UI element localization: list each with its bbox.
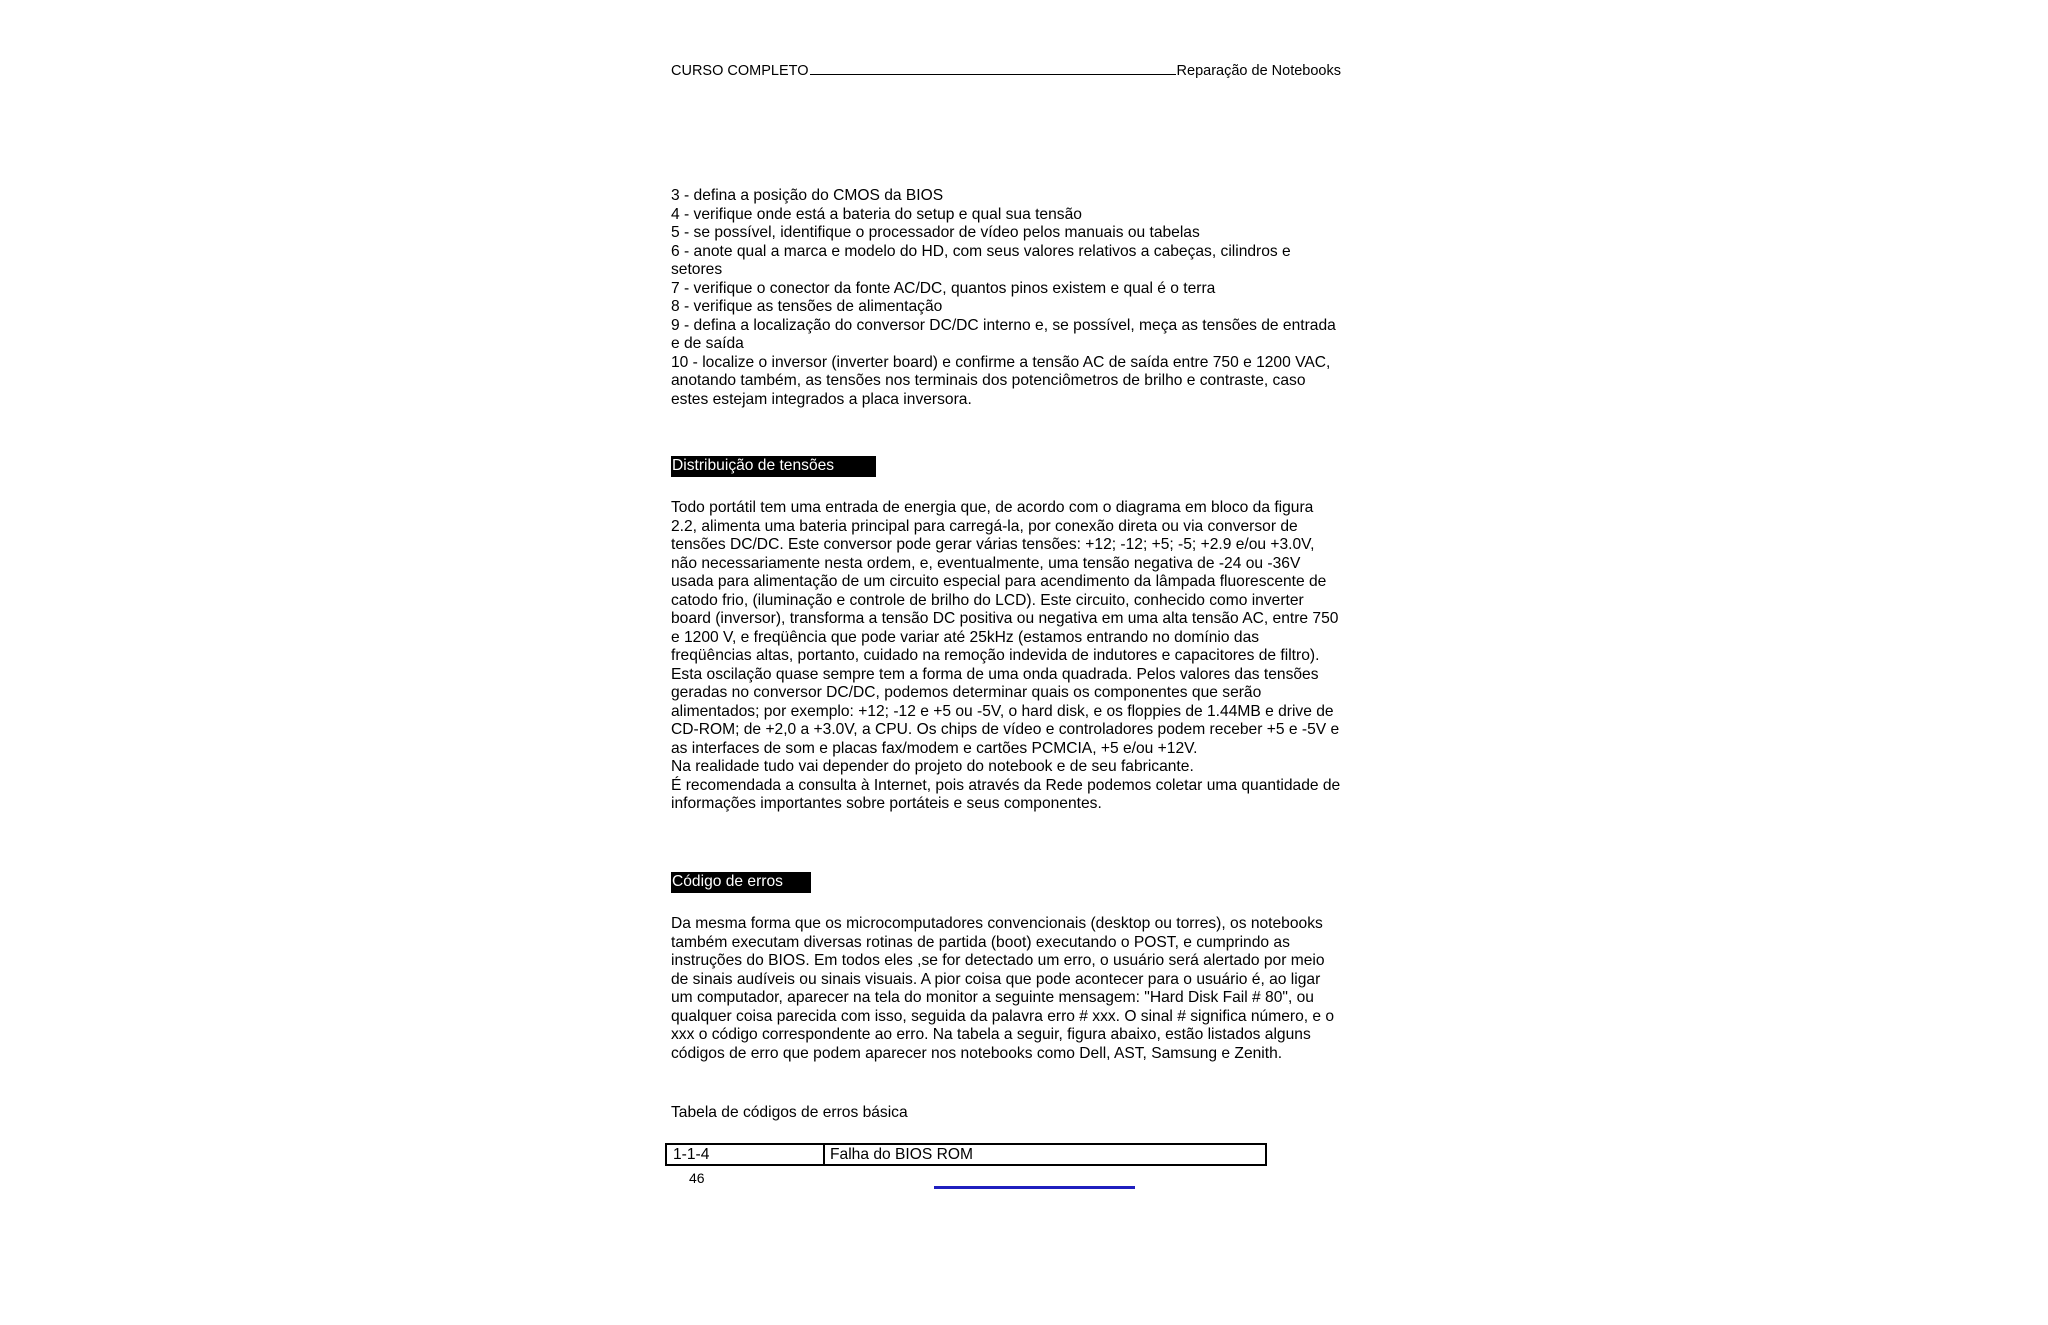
- step-line: setores: [671, 261, 723, 278]
- step-line: 10 - localize o inversor (inverter board) e confirme a tensão AC de saída entre 750 e 1200 VAC,: [671, 353, 1331, 371]
- paragraph-line: board (inversor), transforma a tensão DC positiva ou negativa em uma alta tensão AC, entre 750: [671, 610, 1339, 627]
- paragraph-line: informações importantes sobre portáteis e seus componentes.: [671, 795, 1102, 812]
- table-caption: Tabela de códigos de erros básica: [671, 1104, 908, 1121]
- section-heading-codigo-erros: Código de erros: [671, 872, 811, 893]
- header-left: CURSO COMPLETO: [671, 63, 809, 79]
- section-body-codigo-erros: [671, 915, 1366, 1063]
- error-code-cell: 1-1-4: [667, 1145, 825, 1164]
- paragraph-line: tensões DC/DC. Este conversor pode gerar várias tensões: +12; -12; +5; -5; +2.9 e/ou +3.0V,: [671, 536, 1315, 553]
- step-line: 8 - verifique as tensões de alimentação: [671, 298, 943, 315]
- paragraph-line: códigos de erro que podem aparecer nos notebooks como Dell, AST, Samsung e Zenith.: [671, 1044, 1283, 1062]
- paragraph-line: não necessariamente nesta ordem, e, eventualmente, uma tensão negativa de -24 ou -36V: [671, 554, 1301, 572]
- page-header: [671, 60, 1341, 80]
- step-line: 5 - se possível, identifique o processador de vídeo pelos manuais ou tabelas: [671, 224, 1200, 241]
- steps-list: [671, 187, 1366, 409]
- paragraph-line: Da mesma forma que os microcomputadores convencionais (desktop ou torres), os notebooks: [671, 915, 1323, 932]
- paragraph-line: Todo portátil tem uma entrada de energia que, de acordo com o diagrama em bloco da figura: [671, 499, 1314, 516]
- error-description-cell: Falha do BIOS ROM: [830, 1146, 973, 1163]
- paragraph-line: e 1200 V, e freqüência que pode variar até 25kHz (estamos entrando no domínio das: [671, 628, 1260, 646]
- paragraph-line: instruções do BIOS. Em todos eles ,se for detectado um erro, o usuário será alertado por meio: [671, 952, 1325, 969]
- paragraph-line: de sinais audíveis ou sinais visuais. A pior coisa que pode acontecer para o usuário é, ao ligar: [671, 970, 1321, 988]
- step-line: 3 - defina a posição do CMOS da BIOS: [671, 187, 944, 204]
- paragraph-line: Na realidade tudo vai depender do projeto do notebook e de seu fabricante.: [671, 758, 1194, 775]
- paragraph-line: alimentados; por exemplo: +12; -12 e +5 ou -5V, o hard disk, e os floppies de 1.44MB e drive de: [671, 702, 1334, 720]
- paragraph-line: usada para alimentação de um circuito especial para acendimento da lâmpada fluorescente de: [671, 573, 1327, 590]
- paragraph-line: um computador, aparecer na tela do monitor a seguinte mensagem: "Hard Disk Fail # 80", ou: [671, 989, 1314, 1006]
- section-heading-distribuicao: Distribuição de tensões: [671, 456, 876, 477]
- step-line: anotando também, as tensões nos terminais dos potenciômetros de brilho e contraste, caso: [671, 372, 1306, 389]
- paragraph-line: É recomendada a consulta à Internet, pois através da Rede podemos coletar uma quantidade de: [671, 776, 1341, 794]
- paragraph-line: catodo frio, (iluminação e controle de brilho do LCD). Este circuito, conhecido como inverter: [671, 591, 1304, 609]
- paragraph-line: qualquer coisa parecida com isso, seguida da palavra erro # xxx. O sinal # significa número, e o: [671, 1007, 1335, 1025]
- footer-link[interactable]: [934, 1186, 1135, 1189]
- paragraph-line: as interfaces de som e placas fax/modem e cartões PCMCIA, +5 e/ou +12V.: [671, 739, 1198, 757]
- page-number: 46: [689, 1170, 705, 1186]
- step-line: e de saída: [671, 335, 744, 352]
- header-right: Reparação de Notebooks: [1176, 63, 1341, 79]
- paragraph-line: freqüências altas, portanto, cuidado na remoção indevida de indutores e capacitores de filtro).: [671, 647, 1320, 664]
- step-line: 6 - anote qual a marca e modelo do HD, com seus valores relativos a cabeças, cilindros e: [671, 242, 1291, 260]
- step-line: estes estejam integrados a placa inversora.: [671, 390, 972, 408]
- paragraph-line: xxx o código correspondente ao erro. Na tabela a seguir, figura abaixo, estão listados alguns: [671, 1026, 1311, 1043]
- paragraph-line: Esta oscilação quase sempre tem a forma de uma onda quadrada. Pelos valores das tensões: [671, 665, 1319, 683]
- paragraph-line: geradas no conversor DC/DC, podemos determinar quais os componentes que serão: [671, 684, 1262, 701]
- step-line: 9 - defina a localização do conversor DC/DC interno e, se possível, meça as tensões de entrada: [671, 316, 1336, 334]
- header-rule: [810, 60, 1176, 75]
- table-row: [665, 1143, 1267, 1166]
- paragraph-line: CD-ROM; de +2,0 a +3.0V, a CPU. Os chips de vídeo e controladores podem receber +5 e -5V e: [671, 721, 1340, 738]
- paragraph-line: também executam diversas rotinas de partida (boot) executando o POST, e cumprindo as: [671, 933, 1290, 951]
- step-line: 4 - verifique onde está a bateria do setup e qual sua tensão: [671, 205, 1082, 223]
- step-line: 7 - verifique o conector da fonte AC/DC, quantos pinos existem e qual é o terra: [671, 279, 1216, 297]
- paragraph-line: 2.2, alimenta uma bateria principal para carregá-la, por conexão direta ou via conversor de: [671, 517, 1298, 535]
- section-body-distribuicao: [671, 499, 1366, 814]
